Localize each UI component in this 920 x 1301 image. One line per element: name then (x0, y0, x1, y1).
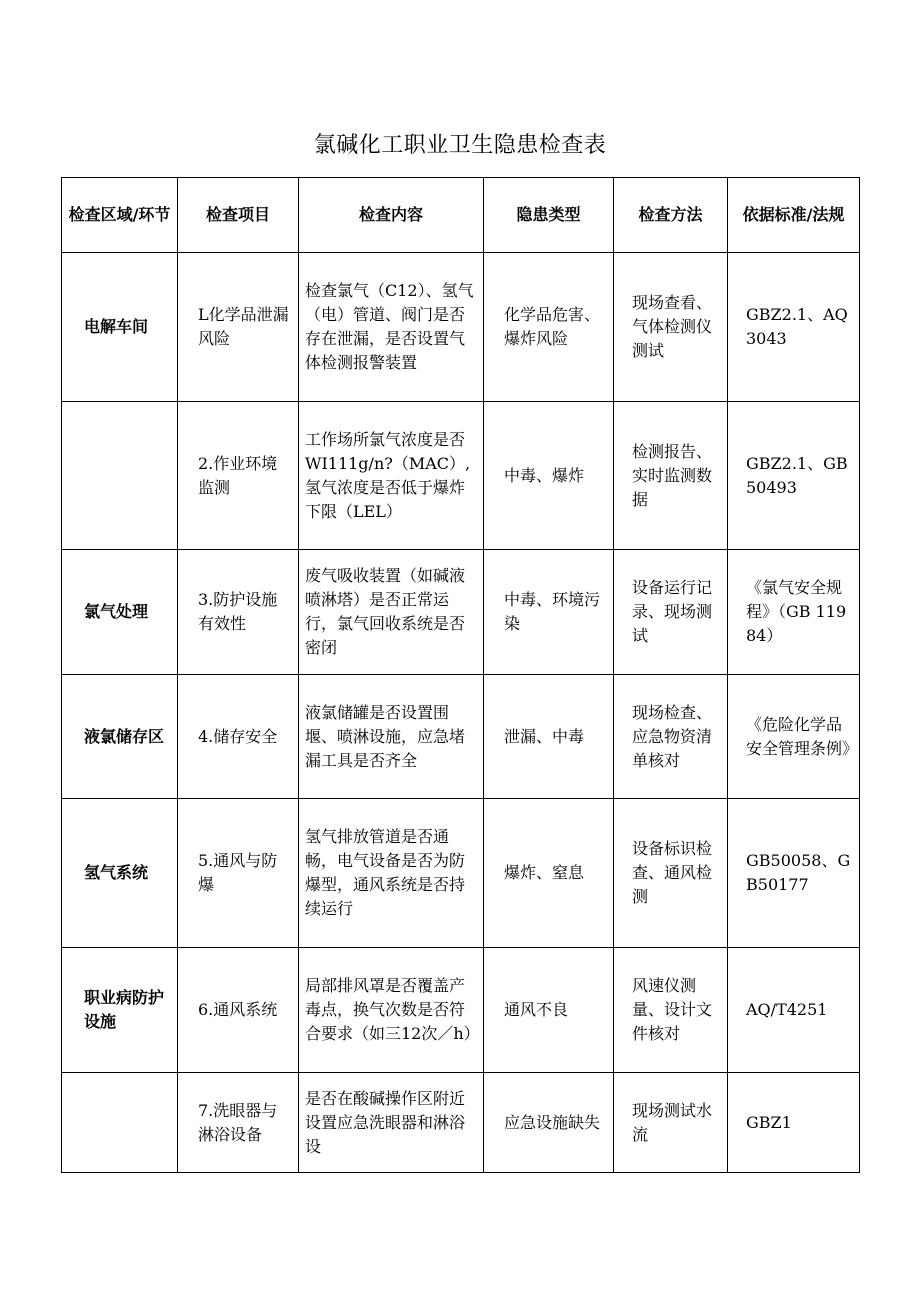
table-row (62, 1073, 860, 1173)
cell-item: 5.通风与防爆 (178, 799, 299, 948)
cell-method: 设备标识检查、通风检测 (614, 799, 728, 948)
cell-item: 2.作业环境监测 (178, 402, 299, 550)
cell-hazard-type: 应急设施缺失 (484, 1073, 614, 1173)
cell-hazard-type: 中毒、环境污染 (484, 550, 614, 675)
header-area: 检查区域/环节 (62, 178, 178, 253)
cell-method: 现场测试水流 (614, 1073, 728, 1173)
cell-hazard-type: 爆炸、窒息 (484, 799, 614, 948)
cell-content: 氢气排放管道是否通畅，电气设备是否为防爆型，通风系统是否持续运行 (299, 799, 484, 948)
cell-area (62, 402, 178, 550)
cell-item: 7.洗眼器与淋浴设备 (178, 1073, 299, 1173)
table-row (62, 253, 860, 402)
cell-hazard-type: 泄漏、中毒 (484, 675, 614, 799)
header-content: 检查内容 (299, 178, 484, 253)
cell-hazard-type: 化学品危害、爆炸风险 (484, 253, 614, 402)
table-row (62, 550, 860, 675)
cell-method: 风速仪测量、设计文件核对 (614, 948, 728, 1073)
cell-method: 现场检查、应急物资清单核对 (614, 675, 728, 799)
cell-standard: GBZ2.1、AQ3043 (728, 253, 860, 402)
cell-standard: AQ/T4251 (728, 948, 860, 1073)
header-standard: 依据标准/法规 (728, 178, 860, 253)
cell-hazard-type: 中毒、爆炸 (484, 402, 614, 550)
cell-area (62, 1073, 178, 1173)
header-method: 检查方法 (614, 178, 728, 253)
cell-item: 3.防护设施有效性 (178, 550, 299, 675)
cell-item: L化学品泄漏风险 (178, 253, 299, 402)
cell-item: 6.通风系统 (178, 948, 299, 1073)
table-row (62, 799, 860, 948)
cell-area: 职业病防护设施 (62, 948, 178, 1073)
cell-method: 检测报告、实时监测数据 (614, 402, 728, 550)
cell-content: 局部排风罩是否覆盖产毒点，换气次数是否符合要求（如三12次／h） (299, 948, 484, 1073)
cell-content: 是否在酸碱操作区附近设置应急洗眼器和淋浴设 (299, 1073, 484, 1173)
cell-hazard-type: 通风不良 (484, 948, 614, 1073)
cell-content: 液氯储罐是否设置围堰、喷淋设施，应急堵漏工具是否齐全 (299, 675, 484, 799)
cell-standard: GBZ2.1、GB50493 (728, 402, 860, 550)
cell-standard: GB50058、GB50177 (728, 799, 860, 948)
cell-method: 设备运行记录、现场测试 (614, 550, 728, 675)
header-item: 检查项目 (178, 178, 299, 253)
table-row (62, 402, 860, 550)
cell-area: 液氯储存区 (62, 675, 178, 799)
table-row (62, 948, 860, 1073)
inspection-table (61, 177, 860, 1173)
cell-standard: GBZ1 (728, 1073, 860, 1173)
cell-content: 工作场所氯气浓度是否WI111g/n?（MAC）,氢气浓度是否低于爆炸下限（LEL） (299, 402, 484, 550)
cell-area: 氯气处理 (62, 550, 178, 675)
cell-standard: 《危险化学品安全管理条例》 (728, 675, 860, 799)
cell-content: 检查氯气（C12）、氢气（电）管道、阀门是否存在泄漏，是否设置气体检测报警装置 (299, 253, 484, 402)
cell-method: 现场查看、气体检测仪测试 (614, 253, 728, 402)
header-hazard-type: 隐患类型 (484, 178, 614, 253)
cell-content: 废气吸收装置（如碱液喷淋塔）是否正常运行，氯气回收系统是否密闭 (299, 550, 484, 675)
cell-area: 氢气系统 (62, 799, 178, 948)
table-row (62, 675, 860, 799)
table-header-row (62, 178, 860, 253)
cell-item: 4.储存安全 (178, 675, 299, 799)
cell-area: 电解车间 (62, 253, 178, 402)
page-title: 氯碱化工职业卫生隐患检查表 (313, 133, 607, 158)
cell-standard: 《氯气安全规程》（GB 11984） (728, 550, 860, 675)
